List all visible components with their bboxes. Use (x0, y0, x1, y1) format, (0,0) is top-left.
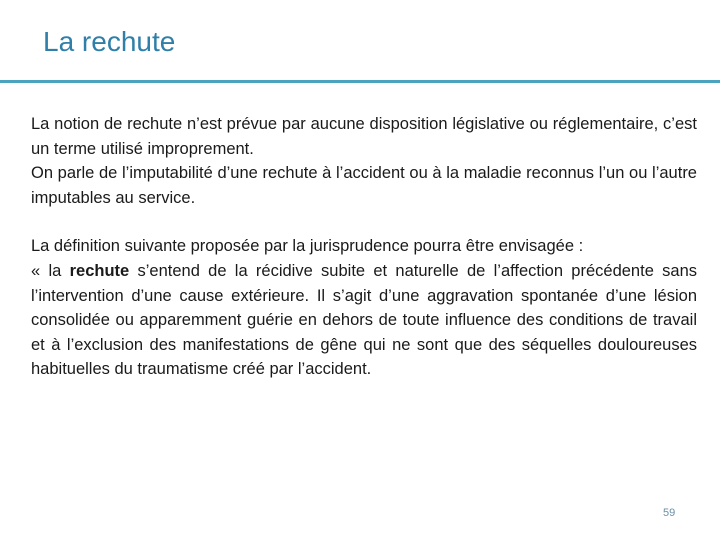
page-number: 59 (663, 507, 676, 519)
quote-open: « la (31, 261, 70, 280)
title-divider (0, 80, 720, 83)
body-text (31, 112, 697, 382)
paragraph-jurisprudence-definition (31, 259, 697, 382)
paragraph-imputability: On parle de l’imputabilité d’une rechute à l’accident ou à la maladie reconnus l’un ou l’autre imputables au service. (31, 164, 697, 207)
term-rechute: rechute (69, 261, 130, 280)
paragraph-jurisprudence-intro: La définition suivante proposée par la jurisprudence pourra être envisagée : (31, 237, 584, 256)
paragraph-definition-status: La notion de rechute n’est prévue par aucune disposition législative ou réglementaire, c’est un terme utilisé improprement. (31, 115, 697, 158)
slide-title: La rechute (43, 26, 176, 57)
definition-text: s’entend de la récidive subite et naturelle de l’affection précédente sans l’intervention d’une cause extérieure. Il s’agit d’une aggravation spontanée d’une lésion consolidée ou apparemment guérie en dehors de toute influence des conditions de travail et à l’exclusion des manifestations de gêne qui ne sont que des séquelles douloureuses habituelles du traumatisme créé par l’accident. (31, 261, 698, 379)
paragraph-gap (31, 210, 697, 234)
